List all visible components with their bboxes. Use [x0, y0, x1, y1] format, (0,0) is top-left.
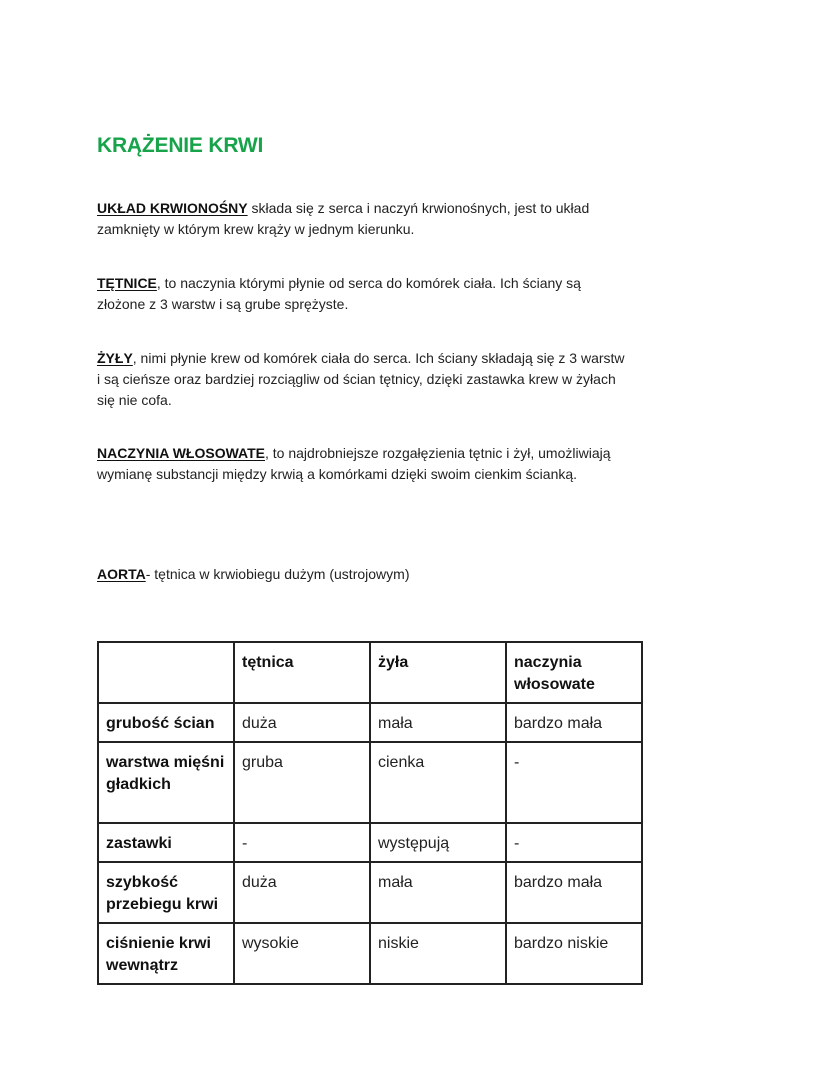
- paragraph-naczynia-wlosowate: [97, 443, 627, 485]
- paragraph-text: składa się z serca i naczyń krwionośnych, jest to układ zamknięty w którym krew krąży w jednym kierunku.: [97, 200, 590, 237]
- term-uklad-krwionosny: UKŁAD KRWIONOŚNY: [97, 200, 248, 216]
- table-cell: -: [506, 742, 642, 823]
- table-header-cell: naczynia włosowate: [506, 642, 642, 703]
- paragraph-text: , nimi płynie krew od komórek ciała do serca. Ich ściany składają się z 3 warstw i są cieńsze oraz bardziej rozciągliw od ścian tętnicy, dzięki zastawka krew w żyłach się nie cofa.: [97, 350, 625, 408]
- paragraph-tetnice: [97, 273, 627, 315]
- table-row-label: ciśnienie krwi wewnątrz: [98, 923, 234, 984]
- term-tetnice: TĘTNICE: [97, 275, 157, 291]
- table-row: [98, 823, 642, 862]
- table-cell: -: [506, 823, 642, 862]
- term-zyly: ŻYŁY: [97, 350, 133, 366]
- table-cell: mała: [370, 703, 506, 742]
- term-naczynia-wlosowate: NACZYNIA WŁOSOWATE: [97, 445, 265, 461]
- table-row-label: grubość ścian: [98, 703, 234, 742]
- table-row: [98, 862, 642, 923]
- paragraph-text: , to najdrobniejsze rozgałęzienia tętnic i żył, umożliwiają wymianę substancji między krwią a komórkami dzięki swoim cienkim ścianką.: [97, 445, 611, 482]
- table-row: [98, 742, 642, 823]
- paragraph-uklad-krwionosny: [97, 198, 627, 240]
- table-cell: bardzo mała: [506, 703, 642, 742]
- table-cell: -: [234, 823, 370, 862]
- paragraph-text: - tętnica w krwiobiegu dużym (ustrojowym): [145, 566, 410, 582]
- paragraph-aorta: [97, 564, 627, 585]
- table-row: [98, 923, 642, 984]
- table-header-cell: żyła: [370, 642, 506, 703]
- comparison-table: [97, 641, 643, 985]
- table-cell: cienka: [370, 742, 506, 823]
- term-aorta: AORTA: [97, 566, 146, 582]
- table-cell: bardzo mała: [506, 862, 642, 923]
- table-cell: mała: [370, 862, 506, 923]
- table-cell: duża: [234, 703, 370, 742]
- table-row-label: zastawki: [98, 823, 234, 862]
- table-header-cell: [98, 642, 234, 703]
- table-header-cell: tętnica: [234, 642, 370, 703]
- table-row-label: warstwa mięśni gładkich: [98, 742, 234, 823]
- table-row: [98, 703, 642, 742]
- table-cell: duża: [234, 862, 370, 923]
- table-cell: bardzo niskie: [506, 923, 642, 984]
- table-row-label: szybkość przebiegu krwi: [98, 862, 234, 923]
- table-cell: występują: [370, 823, 506, 862]
- document-title: KRĄŻENIE KRWI: [97, 134, 264, 157]
- table-header-row: [98, 642, 642, 703]
- table-cell: wysokie: [234, 923, 370, 984]
- paragraph-text: , to naczynia którymi płynie od serca do komórek ciała. Ich ściany są złożone z 3 warstw i są grube sprężyste.: [97, 275, 581, 312]
- table-cell: gruba: [234, 742, 370, 823]
- table-cell: niskie: [370, 923, 506, 984]
- paragraph-zyly: [97, 348, 627, 411]
